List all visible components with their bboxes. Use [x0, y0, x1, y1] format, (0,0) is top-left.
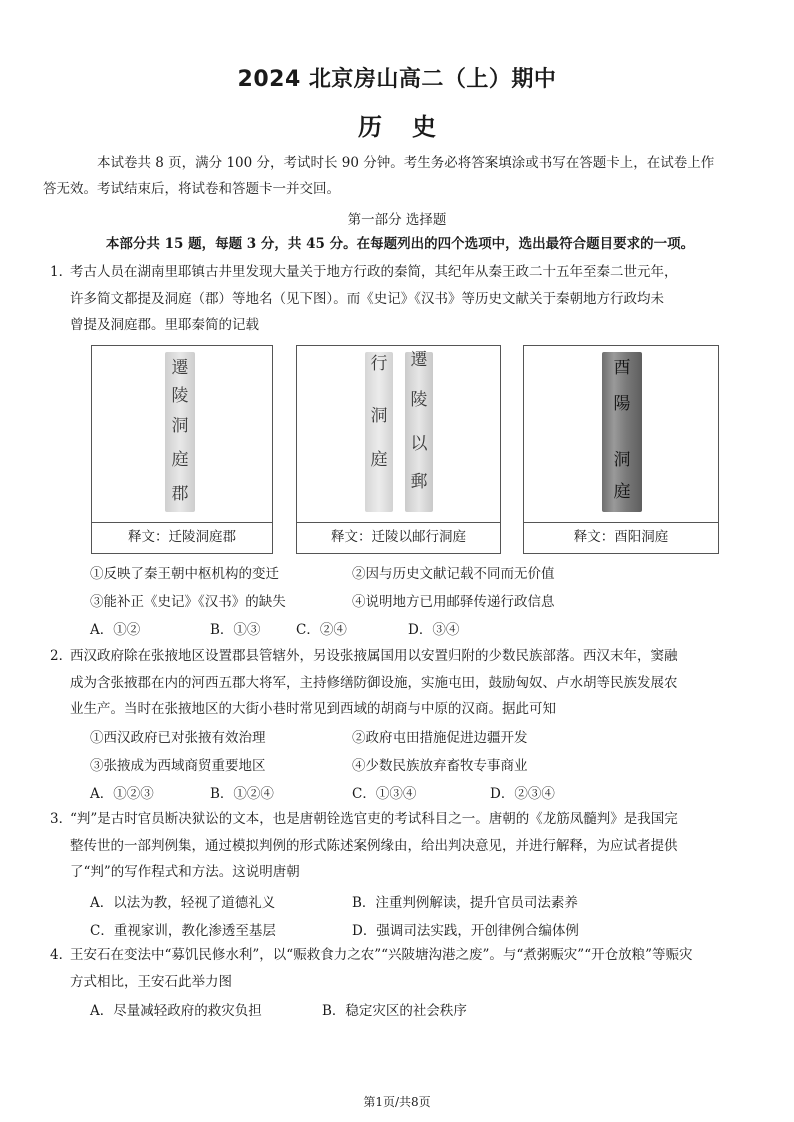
question-1-statements: [90, 562, 730, 652]
bamboo-slip-panel-3: [523, 345, 719, 554]
question-line: 曾提及洞庭郡。里耶秦简的记载: [70, 317, 259, 333]
statement: ②因与历史文献记载不同而无价值: [352, 566, 555, 582]
question-line: 方式相比，王安石此举力图: [70, 973, 232, 990]
statement: ①反映了秦王朝中枢机构的变迁: [90, 566, 279, 582]
option-a[interactable]: A．①②: [90, 622, 141, 638]
slip-caption: 释文：迁陵洞庭郡: [128, 529, 236, 545]
question-4-options: [90, 999, 730, 1029]
intro-line: 本试卷共 8 页，满分 100 分，考试时长 90 分钟。考生务必将答案填涂或书写在答题卡上，在试卷上作: [97, 155, 715, 171]
question-number: 3．: [50, 811, 73, 827]
question-3: [50, 806, 720, 886]
option-d[interactable]: D．③④: [408, 622, 460, 638]
bamboo-slip-icon: 酉 陽 洞 庭: [602, 352, 642, 512]
statement: ①西汉政府已对张掖有效治理: [90, 730, 266, 746]
question-line: 考古人员在湖南里耶镇古井里发现大量关于地方行政的秦简，其纪年从秦王政二十五年至秦二世元年，: [70, 264, 678, 280]
option-a[interactable]: A．①②③: [90, 786, 154, 802]
statement: ③张掖成为西域商贸重要地区: [90, 758, 266, 774]
statement: ②政府屯田措施促进边疆开发: [352, 730, 528, 746]
question-line: 整传世的一部判例集，通过模拟判例的形式陈述案例缘由，给出判决意见，并进行解释，为应试者提供: [70, 837, 678, 854]
question-1: [50, 259, 720, 339]
question-number: 2．: [50, 648, 73, 664]
question-line: 成为含张掖郡在内的河西五郡大将军，主持修缮防御设施，实施屯田，鼓励匈奴、卢水胡等民族发展农: [70, 674, 678, 691]
section-title: 第一部分 选择题: [347, 212, 447, 228]
exam-title: 2024 北京房山高二（上）期中: [237, 67, 557, 92]
bamboo-slip-icon: 遷 陵 以 郵: [405, 352, 433, 512]
statement: ③能补正《史记》《汉书》的缺失: [90, 594, 286, 610]
option-b[interactable]: B．①②④: [210, 786, 274, 802]
question-line: 了“判”的写作程式和方法。这说明唐朝: [70, 864, 300, 880]
intro-line: 答无效。考试结束后，将试卷和答题卡一并交回。: [43, 181, 340, 197]
question-number: 1．: [50, 264, 73, 280]
option-b[interactable]: B．稳定灾区的社会秩序: [322, 1003, 467, 1019]
question-number: 4．: [50, 947, 73, 963]
question-4: [50, 942, 720, 995]
option-b[interactable]: B．注重判例解读，提升官员司法素养: [352, 895, 578, 911]
option-a[interactable]: A．以法为教，轻视了道德礼义: [90, 895, 276, 911]
slip-caption: 释文：迁陵以邮行洞庭: [331, 529, 466, 545]
bamboo-slip-panel-2: [296, 345, 501, 554]
bamboo-slip-panel-1: [91, 345, 273, 554]
bamboo-slip-icon: 遷 陵 洞 庭 郡: [165, 352, 195, 512]
option-c[interactable]: C．重视家训，教化渗透至基层: [90, 923, 276, 939]
question-line: 王安石在变法中“募饥民修水利”，以“赈救食力之农”“兴陂塘沟港之废”。与“煮粥赈灾”“开仓放粮”等赈灾: [70, 947, 693, 963]
bamboo-slip-icon: 行 洞 庭: [365, 352, 393, 512]
slip-image: [297, 346, 500, 523]
question-2-statements: [90, 726, 730, 816]
slip-image: [524, 346, 718, 523]
question-line: 西汉政府除在张掖地区设置郡县管辖外，另设张掖属国用以安置归附的少数民族部落。西汉末年，窦融: [70, 648, 678, 664]
exam-instructions: [43, 150, 730, 202]
option-c[interactable]: C．①③④: [352, 786, 417, 802]
slip-image: [92, 346, 272, 523]
question-line: 许多简文都提及洞庭（郡）等地名（见下图）。而《史记》《汉书》等历史文献关于秦朝地方行政均未: [70, 290, 664, 307]
statement: ④少数民族放弃畜牧专事商业: [352, 758, 528, 774]
slip-caption: 释文：酉阳洞庭: [573, 529, 669, 545]
question-line: “判”是古时官员断决狱讼的文本，也是唐朝铨选官吏的考试科目之一。唐朝的《龙筋凤髓判》是我国完: [70, 811, 678, 827]
option-d[interactable]: D．②③④: [490, 786, 555, 802]
statement: ④说明地方已用邮驿传递行政信息: [352, 594, 555, 610]
option-b[interactable]: B．①③: [210, 622, 261, 638]
question-2: [50, 643, 720, 723]
question-line: 业生产。当时在张掖地区的大街小巷时常见到西域的胡商与中原的汉商。据此可知: [70, 701, 556, 717]
subject-title: 历史: [358, 113, 466, 141]
option-d[interactable]: D．强调司法实践，开创律例合编体例: [352, 923, 579, 939]
option-a[interactable]: A．尽量减轻政府的救灾负担: [90, 1003, 262, 1019]
page-number: 第1页/共8页: [363, 1095, 431, 1109]
section-instructions: 本部分共 15 题，每题 3 分，共 45 分。在每题列出的四个选项中，选出最符合题目要求的一项。: [105, 236, 695, 252]
option-c[interactable]: C．②④: [296, 622, 347, 638]
